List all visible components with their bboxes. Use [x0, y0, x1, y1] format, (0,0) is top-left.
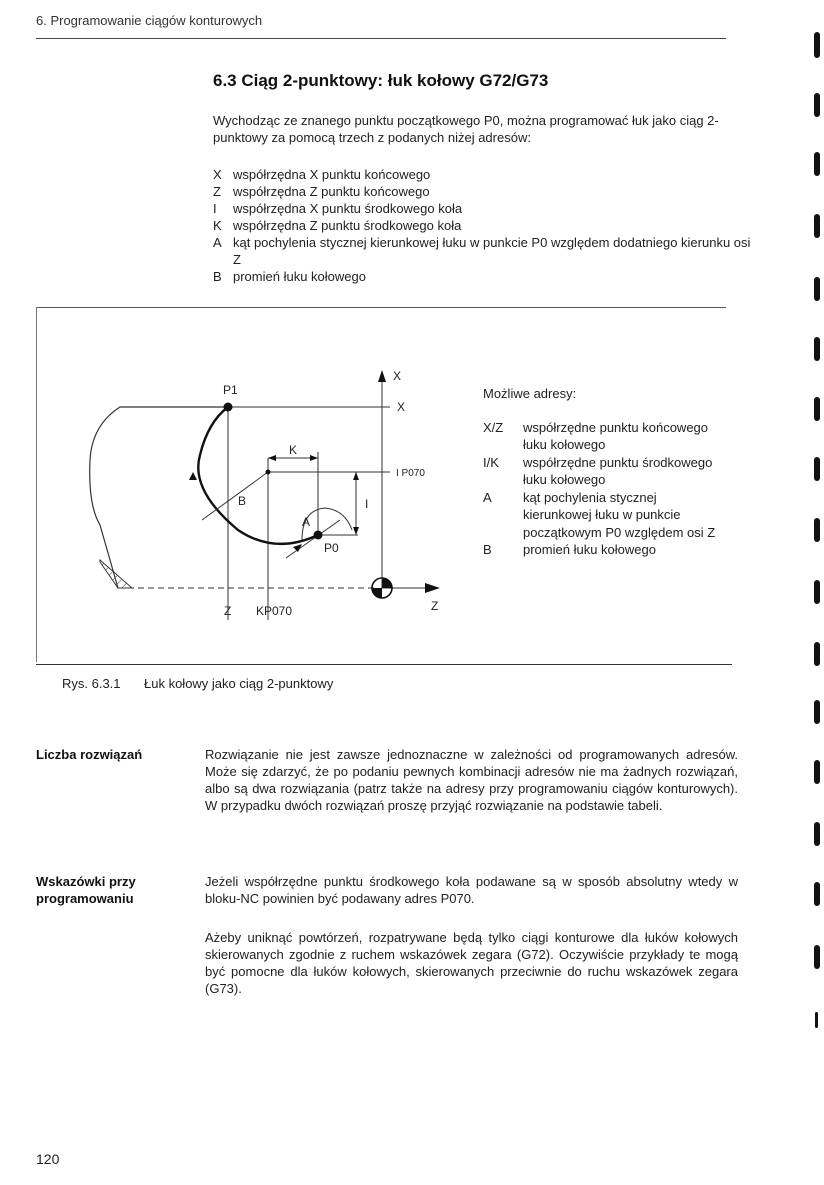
edge-mark [814, 822, 820, 846]
edge-mark [814, 277, 820, 301]
address-item [213, 183, 758, 200]
page-number: 120 [36, 1151, 60, 1167]
address-description: promień łuku kołowego [233, 269, 366, 284]
address-item [213, 234, 758, 268]
p0-point [314, 531, 323, 540]
address-description: kąt pochylenia stycznej kierunkowej łuku w punkcie P0 względem dodatniego kierunku osi Z [233, 235, 751, 267]
edge-mark [814, 580, 820, 604]
edge-mark [814, 337, 820, 361]
legend-item [483, 541, 728, 559]
legend-key: I/K [483, 454, 499, 470]
hints-paragraph-2: Ażeby uniknąć powtórzeń, rozpatrywane będą tylko ciągi konturowe dla łuków kołowych skierowanych zgodnie z ruchem wskazówek zegara (G72). Oczywiście przykłady te mogą być pomocne dla łuków kołowych, skierowanych przeciwnie do ruchu wskazówek zegara (G73). [205, 930, 738, 996]
edge-mark [814, 457, 820, 481]
address-letter: X [213, 167, 222, 182]
k-arrow-left [268, 455, 276, 461]
edge-mark [815, 1012, 818, 1028]
legend-title: Możliwe adresy: [483, 386, 577, 401]
address-description: współrzędna X punktu końcowego [233, 167, 431, 182]
b-label: B [238, 494, 247, 508]
i-arrow-top [353, 472, 359, 480]
kp070-label: KP070 [256, 604, 293, 618]
address-letter: A [213, 235, 222, 250]
address-letter: K [213, 218, 222, 233]
legend-item [483, 419, 728, 454]
figure-frame-left [36, 307, 37, 662]
edge-mark [814, 32, 820, 58]
solutions-paragraph: Rozwiązanie nie jest zawsze jednoznaczne w zależności od programowanych adresów. Może się zdarzyć, że po podaniu pewnych kombinacji adresów nie ma żadnych rozwiązań, albo są dwa rozwiązania (patrz także na adresy przy programowaniu ciągów konturowych). W przypadku dwóch rozwiązań proszę przyjąć rozwiązanie na podstawie tabeli. [205, 747, 738, 813]
address-letter: B [213, 269, 222, 284]
address-item [213, 217, 758, 234]
legend-text: promień łuku kołowego [523, 542, 656, 557]
address-item [213, 200, 758, 217]
edge-mark [814, 882, 820, 906]
legend-item [483, 489, 728, 542]
edge-mark [814, 642, 820, 666]
figure-legend [483, 385, 728, 559]
z-coord-label: Z [224, 604, 232, 618]
p1-point [224, 403, 233, 412]
caption-number: Rys. 6.3.1 [62, 676, 121, 691]
address-letter: I [213, 201, 217, 216]
z-axis-arrow [425, 583, 440, 593]
figure-frame-top [36, 307, 726, 308]
i-label: I [365, 497, 369, 511]
legend-text: kąt pochylenia stycznej kierunkowej łuku w punkcie początkowym P0 względem osi Z [523, 489, 716, 540]
hints-paragraph-1: Jeżeli współrzędne punktu środkowego koła podawane są w sposób absolutny wtedy w bloku-NC powinien być podawany adres P070. [205, 874, 738, 906]
address-description: współrzędna Z punktu końcowego [233, 184, 430, 199]
i-arrow-bottom [353, 527, 359, 535]
x-axis-arrow [378, 370, 386, 382]
k-label: K [289, 443, 298, 457]
x-dimension-label: X [397, 400, 406, 414]
edge-mark [814, 945, 820, 969]
x-axis-label: X [393, 369, 402, 383]
edge-mark [814, 700, 820, 724]
running-head: 6. Programowanie ciągów konturowych [36, 13, 263, 28]
address-item [213, 268, 758, 285]
header-rule [36, 38, 726, 39]
edge-mark [814, 152, 820, 176]
a-label: A [302, 515, 311, 529]
hints-label: Wskazówki przy programowaniu [36, 874, 136, 906]
edge-mark [814, 760, 820, 784]
legend-item [483, 454, 728, 489]
legend-text: współrzędne punktu środkowego łuku kołowego [523, 454, 713, 487]
intro-paragraph: Wychodząc ze znanego punktu początkowego P0, można programować łuk jako ciąg 2-punktowy za pomocą trzech z podanych niżej adresów: [213, 113, 719, 145]
caption-text: Łuk kołowy jako ciąg 2-punktowy [144, 676, 334, 691]
legend-key: B [483, 542, 492, 557]
radius-b-line [202, 472, 268, 520]
section-title: 6.3 Ciąg 2-punktowy: łuk kołowy G72/G73 [213, 71, 549, 90]
edge-mark [814, 397, 820, 421]
chuck-hatch [100, 560, 132, 588]
z-axis-label: Z [431, 599, 439, 613]
center-point [266, 470, 271, 475]
edge-mark [814, 93, 820, 117]
edge-mark [814, 518, 820, 542]
legend-key: A [483, 489, 492, 505]
address-description: współrzędna X punktu środkowego koła [233, 201, 463, 216]
address-description: współrzędna Z punktu środkowego koła [233, 218, 462, 233]
legend-text: współrzędne punktu końcowego łuku kołowego [523, 419, 709, 452]
arc-path [198, 407, 318, 544]
edge-mark [814, 214, 820, 238]
address-item [213, 166, 758, 183]
k-arrow-right [310, 455, 318, 461]
p1-label: P1 [223, 383, 238, 397]
legend-key: X/Z [483, 419, 504, 435]
address-list [213, 166, 758, 285]
figure-caption [62, 676, 333, 691]
address-letter: Z [213, 184, 221, 199]
arc-arrow-left [189, 472, 197, 480]
ip070-label: I P070 [396, 468, 425, 479]
figure-frame-bottom [36, 664, 732, 665]
solutions-label: Liczba rozwiązań [36, 747, 143, 762]
p0-label: P0 [324, 541, 339, 555]
arc-diagram [40, 330, 480, 630]
